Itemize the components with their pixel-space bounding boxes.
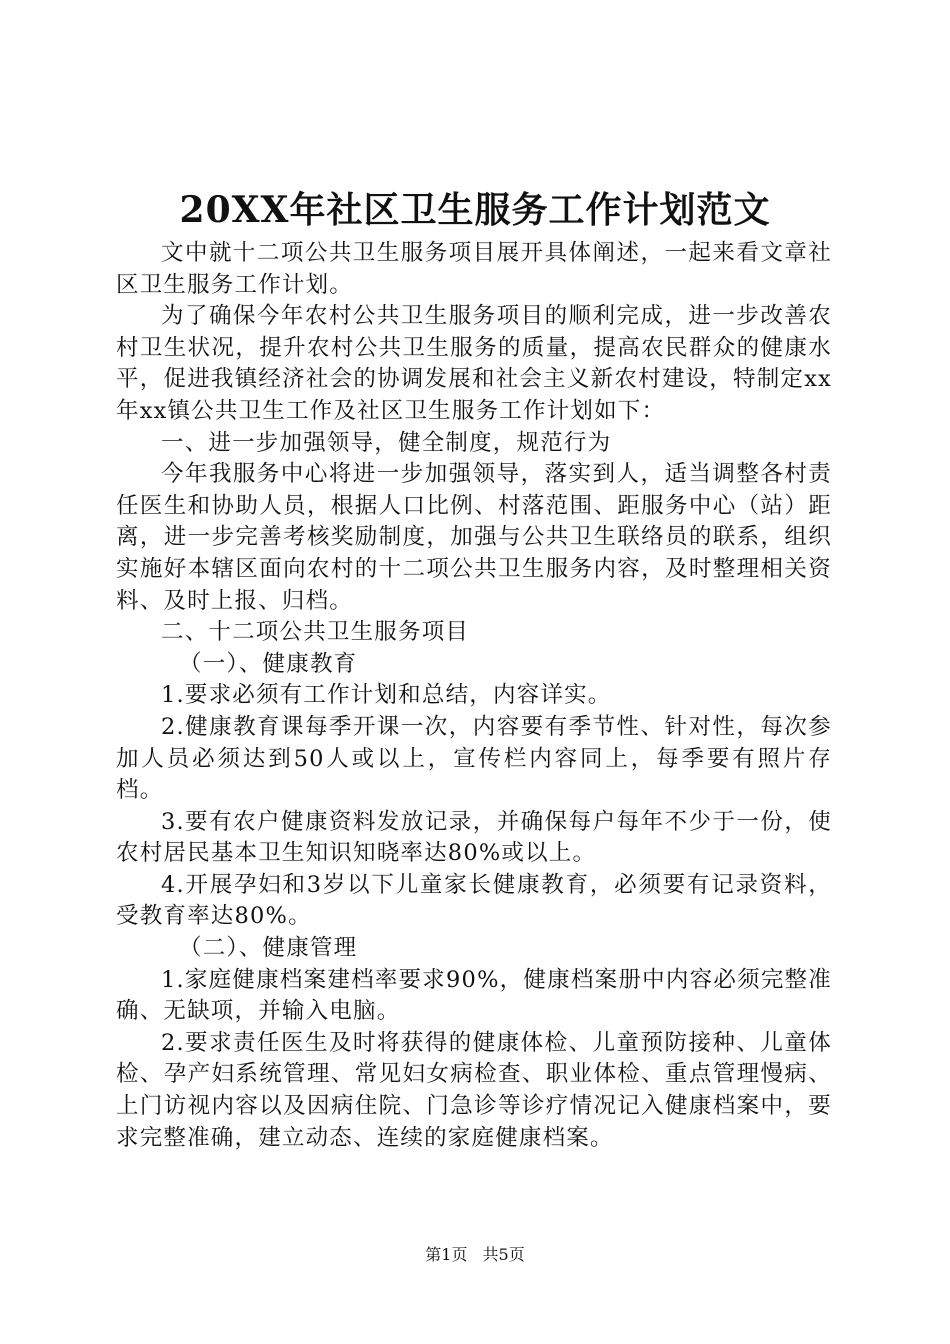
paragraph-purpose: 为了确保今年农村公共卫生服务项目的顺利完成，进一步改善农村卫生状况，提升农村公共卫生服务的质量，提高农民群众的健康水平，促进我镇经济社会的协调发展和社会主义新农村建设，特制定xx年xx镇公共卫生工作及社区卫生服务工作计划如下： (116, 303, 832, 424)
subsection-heading-health-management: （二）、健康管理 (179, 935, 358, 962)
page-footer (0, 1245, 950, 1265)
section-heading-2: 二、十二项公共卫生服务项目 (161, 619, 470, 646)
list-item-2: 2.健康教育课每季开课一次，内容要有季节性、针对性，每次参加人员必须达到50人或以上，宣传栏内容同上，每季要有照片存档。 (116, 713, 832, 804)
list-item-3: 3.要有农户健康资料发放记录，并确保每户每年不少于一份，使农村居民基本卫生知识知晓率达80%或以上。 (116, 808, 832, 867)
subsection-heading-health-education: （一）、健康教育 (179, 650, 358, 677)
list-item-6: 2.要求责任医生及时将获得的健康体检、儿童预防接种、儿童体检、孕产妇系统管理、常见妇女病检查、职业体检、重点管理慢病、上门访视内容以及因病住院、门急诊等诊疗情况记入健康档案中，要求完整准确，建立动态、连续的家庭健康档案。 (116, 1029, 832, 1151)
list-item-4: 4.开展孕妇和3岁以下儿童家长健康教育，必须要有记录资料，受教育率达80%。 (116, 871, 832, 930)
paragraph-intro: 文中就十二项公共卫生服务项目展开具体阐述，一起来看文章社区卫生服务工作计划。 (116, 240, 832, 298)
list-item-1: 1.要求必须有工作计划和总结，内容详实。 (161, 682, 612, 709)
document-body (116, 238, 832, 1154)
document-title: 20XX年社区卫生服务工作计划范文 (179, 189, 771, 231)
paragraph-leadership: 今年我服务中心将进一步加强领导，落实到人，适当调整各村责任医生和协助人员，根据人口比例、村落范围、距服务中心（站）距离，进一步完善考核奖励制度，加强与公共卫生联络员的联系，组织实施好本辖区面向农村的十二项公共卫生服务内容，及时整理相关资料、及时上报、归档。 (116, 461, 832, 614)
list-item-5: 1.家庭健康档案建档率要求90%，健康档案册中内容必须完整准确、无缺项，并输入电脑。 (116, 966, 832, 1025)
page-number-current: 第1页 (425, 1245, 468, 1264)
section-heading-1: 一、进一步加强领导，健全制度，规范行为 (161, 429, 612, 456)
page-number-total: 共5页 (482, 1245, 525, 1264)
